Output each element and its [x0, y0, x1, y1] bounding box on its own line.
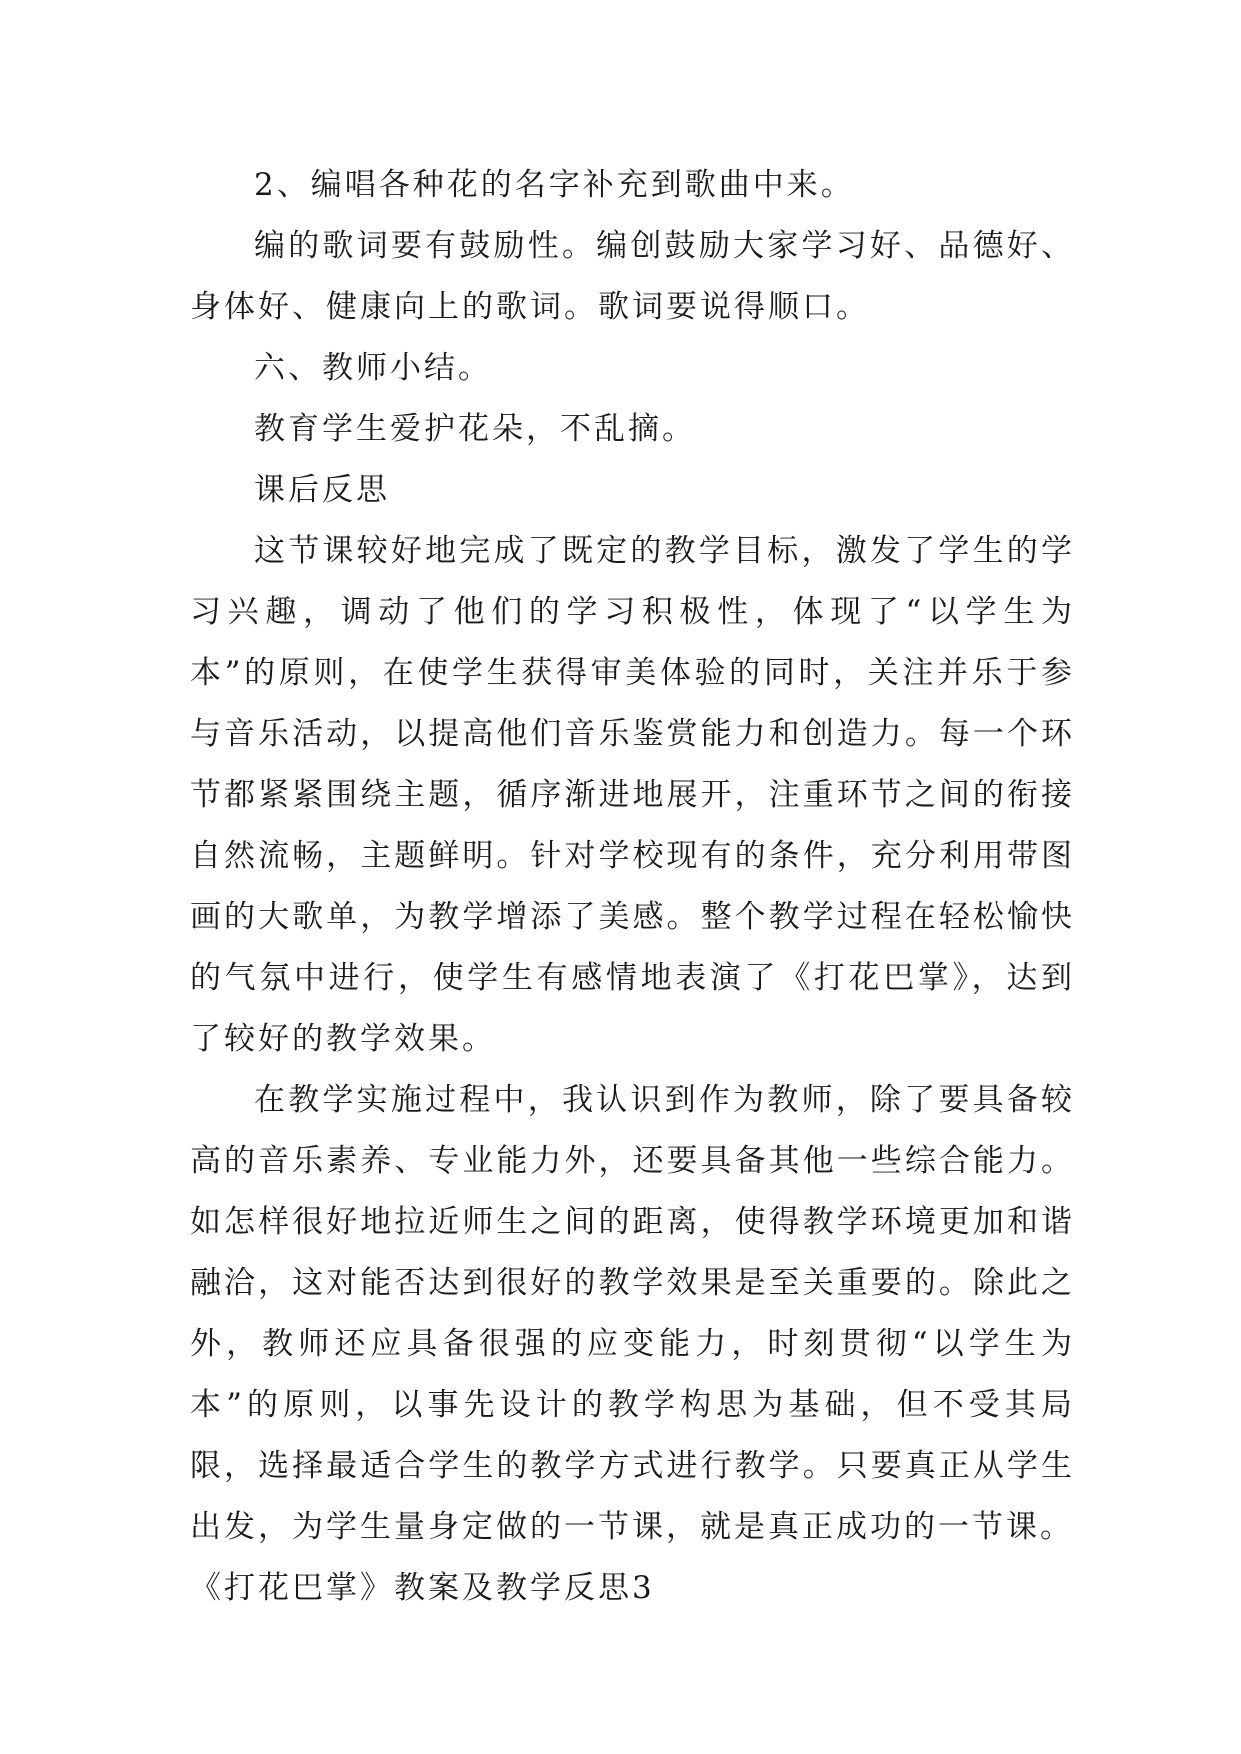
paragraph-teacher-summary-heading: 六、教师小结。	[254, 350, 492, 386]
next-section-title: 《打花巴掌》教案及教学反思3	[190, 1570, 655, 1606]
paragraph-reflection-heading: 课后反思	[254, 472, 390, 508]
paragraph-teacher-summary: 教育学生爱护花朵，不乱摘。	[254, 411, 696, 447]
paragraph-lyrics-guidance: 编的歌词要有鼓励性。编创鼓励大家学习好、品德好、身体好、健康向上的歌词。歌词要说得顺口。	[190, 228, 1075, 325]
paragraph-lyrics-step: 2、编唱各种花的名字补充到歌曲中来。	[254, 167, 855, 203]
paragraph-reflection-2: 在教学实施过程中，我认识到作为教师，除了要具备较高的音乐素养、专业能力外，还要具备其他一些综合能力。如怎样很好地拉近师生之间的距离，使得教学环境更加和谐融洽，这对能否达到很好的教学效果是至关重要的。除此之外，教师还应具备很强的应变能力，时刻贯彻“以学生为本”的原则，以事先设计的教学构思为基础，但不受其局限，选择最适合学生的教学方式进行教学。只要真正从学生出发，为学生量身定做的一节课，就是真正成功的一节课。	[190, 1082, 1075, 1545]
document-body	[190, 155, 1075, 1619]
paragraph-reflection-1: 这节课较好地完成了既定的教学目标，激发了学生的学习兴趣，调动了他们的学习积极性，体现了“以学生为本”的原则，在使学生获得审美体验的同时，关注并乐于参与音乐活动，以提高他们音乐鉴赏能力和创造力。每一个环节都紧紧围绕主题，循序渐进地展开，注重环节之间的衔接自然流畅，主题鲜明。针对学校现有的条件，充分利用带图画的大歌单，为教学增添了美感。整个教学过程在轻松愉快的气氛中进行，使学生有感情地表演了《打花巴掌》，达到了较好的教学效果。	[190, 533, 1075, 1057]
